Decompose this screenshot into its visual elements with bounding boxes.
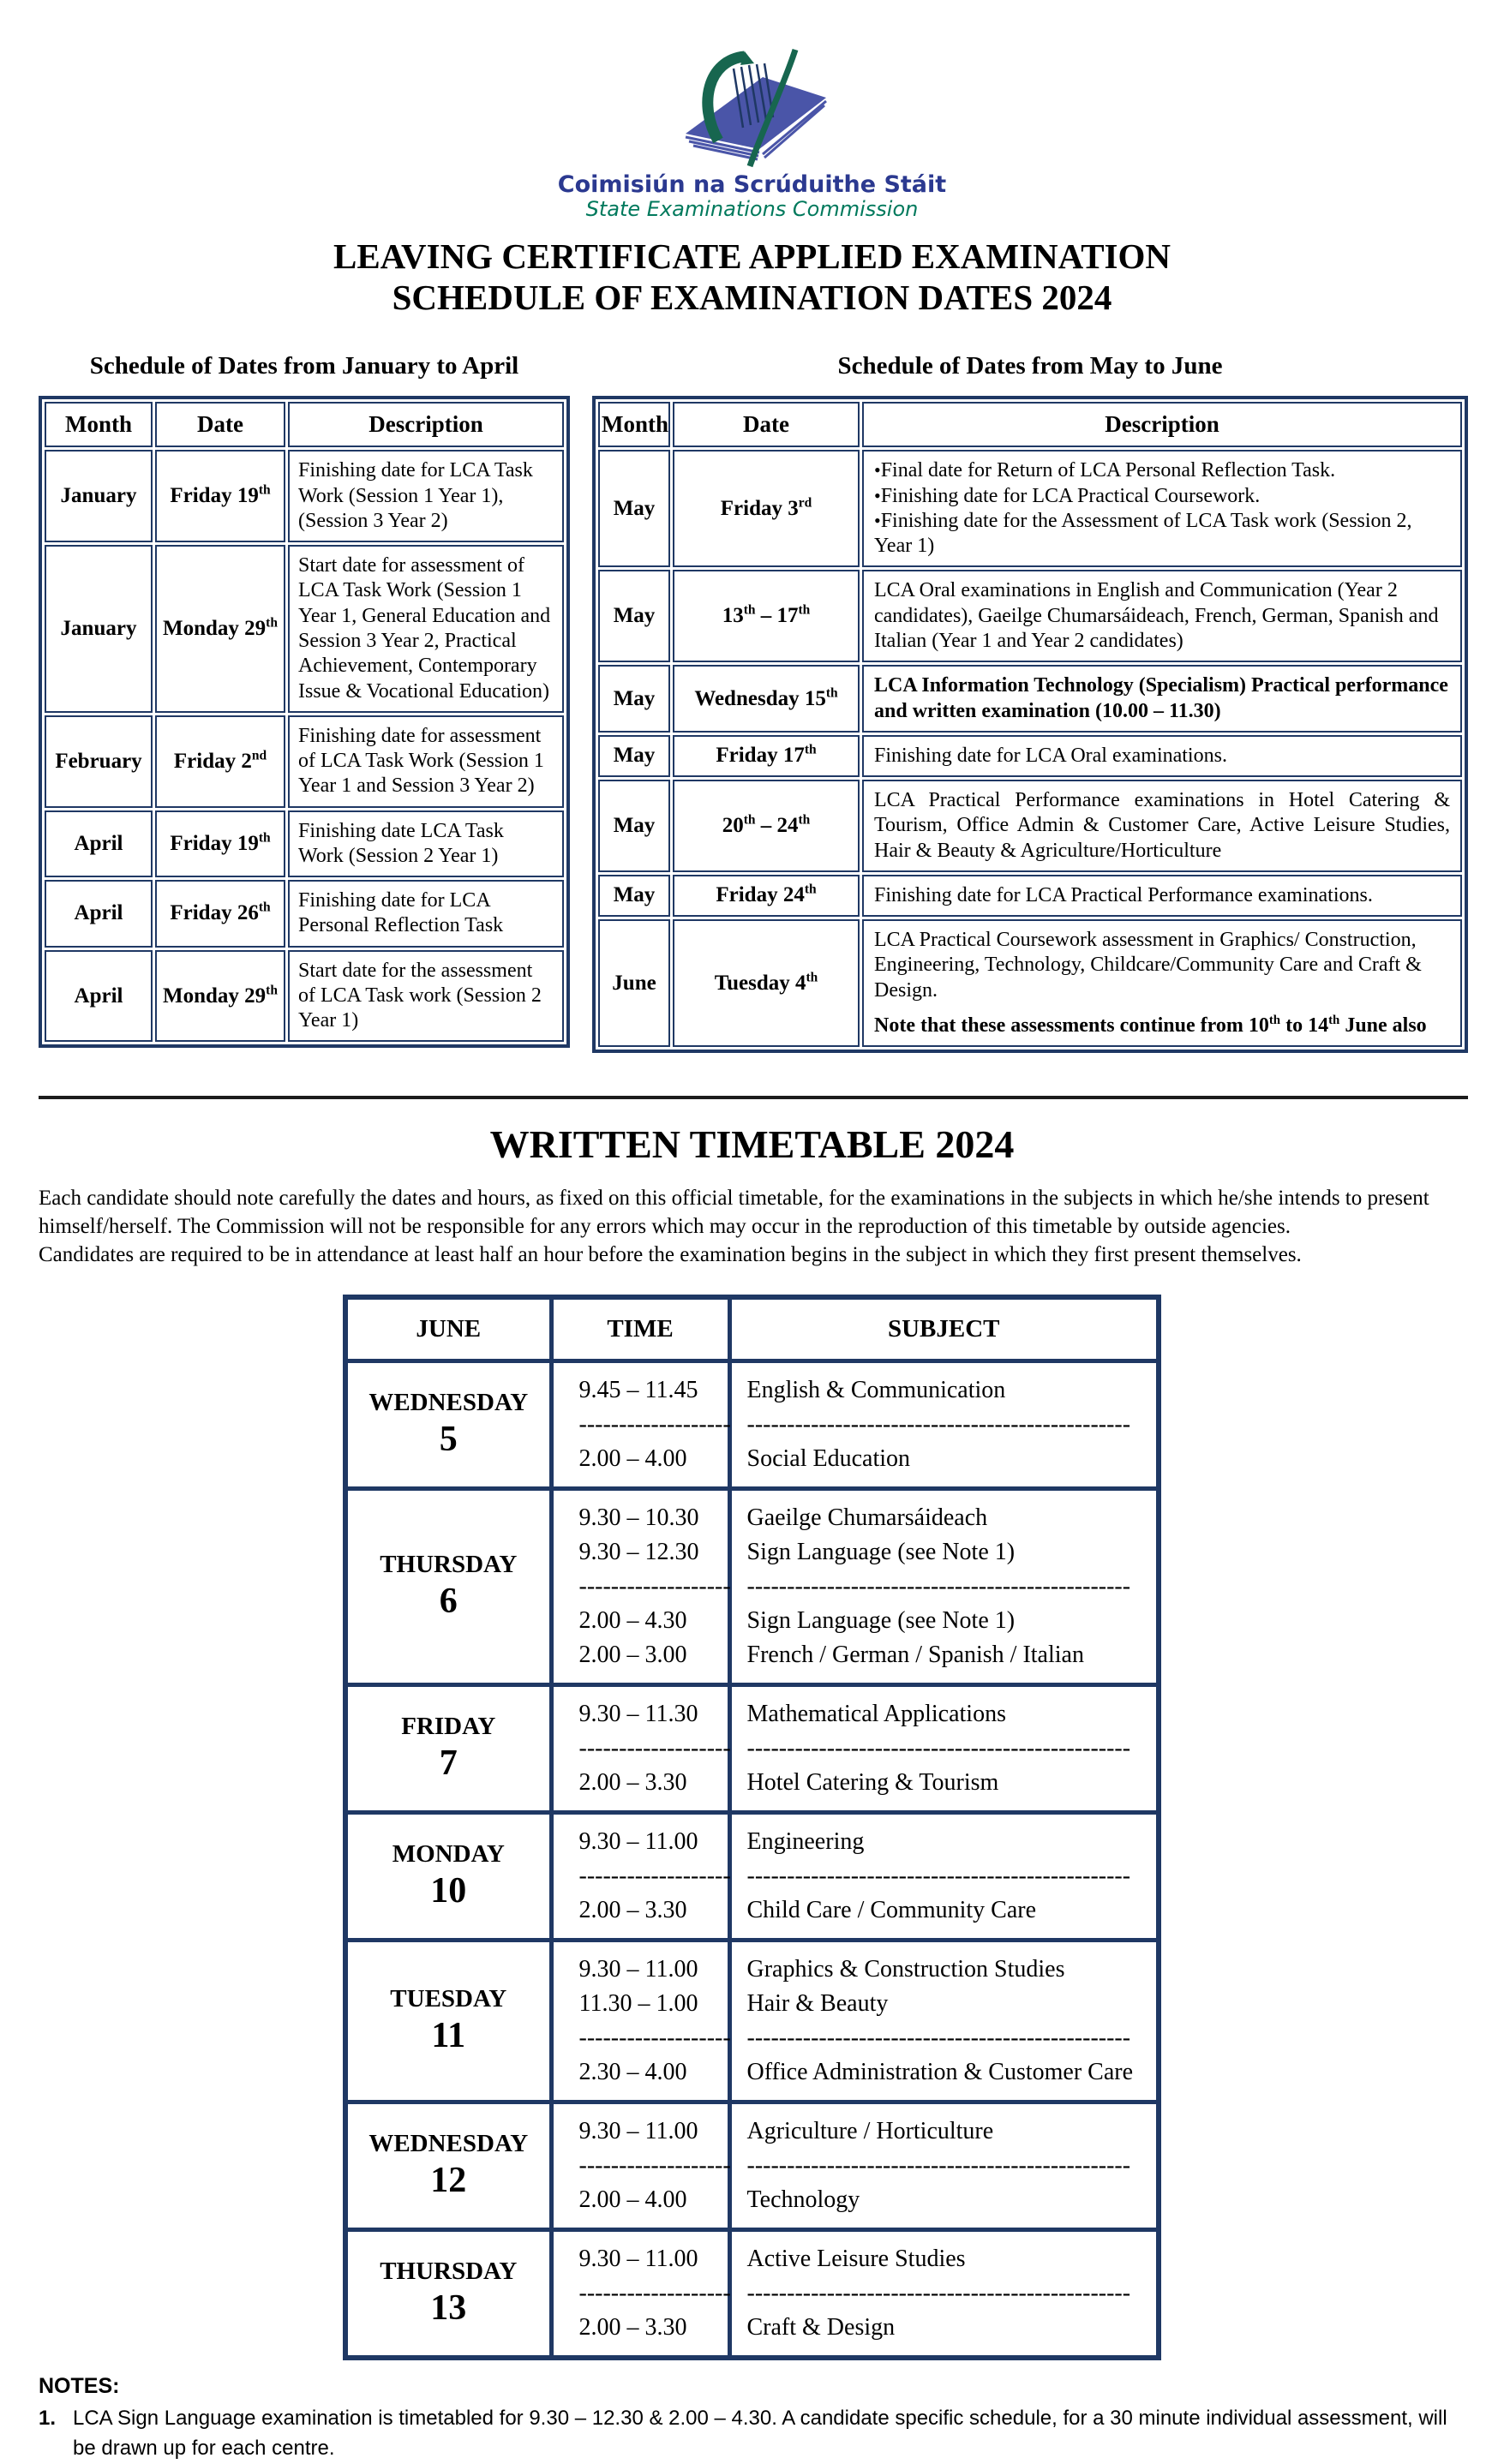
column-header-june: JUNE bbox=[345, 1297, 551, 1361]
table-row bbox=[598, 919, 1462, 1047]
subject-line: French / German / Spanish / Italian bbox=[746, 1642, 1084, 1669]
time-cell bbox=[551, 2230, 729, 2359]
description-text: •Finishing date for LCA Practical Coursework. bbox=[874, 484, 1261, 507]
day-cell bbox=[345, 2230, 551, 2359]
may-jun-schedule bbox=[592, 352, 1468, 1053]
time-line: ------------------- bbox=[578, 2152, 731, 2180]
table-row bbox=[598, 450, 1462, 567]
timetable-row bbox=[345, 1941, 1159, 2102]
written-timetable-heading: WRITTEN TIMETABLE 2024 bbox=[489, 1122, 1015, 1167]
day-name: TUESDAY bbox=[390, 1984, 507, 2012]
subject-line: ------------------------------------------------ bbox=[746, 1863, 1131, 1890]
schedule-tables-section bbox=[39, 352, 1468, 1053]
description-text: •Finishing date for the Assessment of LCA Task work (Session 2, Year 1) bbox=[874, 509, 1412, 558]
description-cell bbox=[288, 450, 564, 542]
month-cell: April bbox=[45, 810, 153, 878]
time-line: ------------------- bbox=[578, 2024, 731, 2052]
timetable-row bbox=[345, 1685, 1159, 1813]
bullet-icon: • bbox=[874, 509, 881, 531]
subject-cell bbox=[729, 1685, 1159, 1813]
month-cell: May bbox=[598, 570, 670, 662]
table-row bbox=[598, 665, 1462, 733]
subject-line: Engineering bbox=[746, 1828, 865, 1856]
may-jun-heading: Schedule of Dates from May to June bbox=[837, 352, 1223, 380]
day-name: WEDNESDAY bbox=[369, 1388, 529, 1416]
note-number: 1. bbox=[39, 2407, 57, 2431]
subject-line: Gaeilge Chumarsáideach bbox=[746, 1504, 988, 1532]
description-cell bbox=[862, 919, 1462, 1047]
day-cell bbox=[345, 2102, 551, 2230]
subject-line: Active Leisure Studies bbox=[746, 2246, 966, 2273]
subject-line: Sign Language (see Note 1) bbox=[746, 1607, 1016, 1635]
date-cell: 20th – 24th bbox=[673, 780, 860, 872]
section-divider bbox=[39, 1096, 1468, 1099]
note-text: LCA Sign Language examination is timetabled for 9.30 – 12.30 & 2.00 – 4.30. A candidate specific schedule, for a 30 minute individual assessment, will be drawn up for each centre. bbox=[73, 2407, 1447, 2460]
column-header-date: Date bbox=[155, 402, 285, 447]
column-header-description: Description bbox=[288, 402, 564, 447]
description-text: Finishing date for LCA Personal Reflection Task bbox=[298, 889, 504, 937]
time-line: 2.00 – 4.00 bbox=[578, 1445, 687, 1473]
day-cell bbox=[345, 1813, 551, 1941]
description-text: Finishing date LCA Task Work (Session 2 Year 1) bbox=[298, 819, 504, 867]
description-text: LCA Information Technology (Specialism) Practical performance and written examination (10.00 – 11.30) bbox=[874, 674, 1448, 722]
time-line: 9.30 – 11.00 bbox=[578, 2246, 698, 2273]
subject-cell bbox=[729, 2230, 1159, 2359]
table-row bbox=[45, 880, 564, 948]
month-cell: January bbox=[45, 450, 153, 542]
time-cell bbox=[551, 1489, 729, 1685]
description-text: Note that these assessments continue from 10th to 14th June also bbox=[874, 1013, 1427, 1037]
day-cell bbox=[345, 1361, 551, 1489]
description-cell bbox=[288, 880, 564, 948]
day-cell bbox=[345, 1685, 551, 1813]
month-cell: May bbox=[598, 875, 670, 917]
date-cell: Tuesday 4th bbox=[673, 919, 860, 1047]
may-jun-table bbox=[592, 396, 1468, 1053]
table-header-row bbox=[45, 402, 564, 447]
description-cell bbox=[288, 545, 564, 713]
time-cell bbox=[551, 1941, 729, 2102]
description-text: LCA Practical Performance examinations in Hotel Catering & Tourism, Office Admin & Customer Care, Active Leisure Studies, Hair & Beauty & Agriculture/Horticulture bbox=[874, 789, 1450, 862]
description-text: Start date for the assessment of LCA Task work (Session 2 Year 1) bbox=[298, 959, 542, 1032]
subject-line: Mathematical Applications bbox=[746, 1701, 1006, 1728]
subject-line: Technology bbox=[746, 2186, 860, 2214]
subject-line: Child Care / Community Care bbox=[746, 1897, 1037, 1924]
month-cell: May bbox=[598, 735, 670, 777]
jan-apr-heading: Schedule of Dates from January to April bbox=[89, 352, 519, 380]
notes-heading: NOTES: bbox=[39, 2374, 120, 2399]
day-number: 10 bbox=[430, 1871, 467, 1911]
day-cell bbox=[345, 1489, 551, 1685]
subject-line: Graphics & Construction Studies bbox=[746, 1956, 1065, 1983]
description-text: Finishing date for LCA Task Work (Session 1 Year 1), (Session 3 Year 2) bbox=[298, 459, 533, 532]
time-line: 9.30 – 11.00 bbox=[578, 1956, 698, 1983]
month-cell: May bbox=[598, 450, 670, 567]
day-name: THURSDAY bbox=[380, 2257, 518, 2285]
time-cell bbox=[551, 2102, 729, 2230]
month-cell: April bbox=[45, 950, 153, 1043]
table-row bbox=[598, 735, 1462, 777]
time-line: 9.45 – 11.45 bbox=[578, 1377, 698, 1404]
table-header-row bbox=[598, 402, 1462, 447]
logo-irish-name: Coimisiún na Scrúduithe Stáit bbox=[557, 171, 947, 198]
subject-line: Social Education bbox=[746, 1445, 911, 1473]
time-line: 2.00 – 4.30 bbox=[578, 1607, 687, 1635]
date-cell: Wednesday 15th bbox=[673, 665, 860, 733]
date-cell: Friday 24th bbox=[673, 875, 860, 917]
subject-cell bbox=[729, 1489, 1159, 1685]
state-examinations-commission-logo-icon bbox=[658, 45, 847, 171]
description-cell bbox=[288, 950, 564, 1043]
time-line: 2.00 – 3.30 bbox=[578, 1897, 687, 1924]
written-timetable bbox=[343, 1295, 1161, 2360]
bullet-icon: • bbox=[874, 459, 881, 481]
header bbox=[0, 0, 1504, 222]
subject-line: Hair & Beauty bbox=[746, 1990, 889, 2018]
column-header-time: TIME bbox=[551, 1297, 729, 1361]
description-cell bbox=[862, 735, 1462, 777]
time-line: 9.30 – 11.00 bbox=[578, 1828, 698, 1856]
description-text: Start date for assessment of LCA Task Work (Session 1 Year 1, General Education and Session 3 Year 2, Practical Achievement, Contemporary Issue & Vocational Education) bbox=[298, 554, 551, 703]
written-timetable-intro bbox=[39, 1184, 1465, 1269]
time-line: 9.30 – 11.30 bbox=[578, 1701, 698, 1728]
table-row bbox=[45, 950, 564, 1043]
date-cell: Friday 19th bbox=[155, 810, 285, 878]
description-text: LCA Practical Coursework assessment in Graphics/ Construction, Engineering, Technology, Childcare/Community Care and Craft & Design. bbox=[874, 929, 1422, 1002]
day-name: THURSDAY bbox=[380, 1550, 518, 1578]
time-line: 9.30 – 10.30 bbox=[578, 1504, 699, 1532]
subject-cell bbox=[729, 1941, 1159, 2102]
date-cell: Friday 26th bbox=[155, 880, 285, 948]
subject-line: ------------------------------------------------ bbox=[746, 2280, 1131, 2307]
note-item bbox=[39, 2404, 1465, 2464]
description-text: •Final date for Return of LCA Personal Reflection Task. bbox=[874, 459, 1336, 482]
notes-section bbox=[39, 2374, 1465, 2464]
table-row bbox=[45, 545, 564, 713]
subject-line: Sign Language (see Note 1) bbox=[746, 1539, 1016, 1566]
month-cell: June bbox=[598, 919, 670, 1047]
day-number: 12 bbox=[430, 2161, 467, 2201]
day-name: MONDAY bbox=[392, 1839, 505, 1868]
bullet-icon: • bbox=[874, 484, 881, 506]
date-cell: Friday 17th bbox=[673, 735, 860, 777]
subject-line: Office Administration & Customer Care bbox=[746, 2059, 1134, 2086]
subject-cell bbox=[729, 2102, 1159, 2230]
description-cell bbox=[862, 780, 1462, 872]
page-title-line2: SCHEDULE OF EXAMINATION DATES 2024 bbox=[392, 278, 1112, 318]
date-cell: 13th – 17th bbox=[673, 570, 860, 662]
description-text: LCA Oral examinations in English and Communication (Year 2 candidates), Gaeilge Chumarsáideach, French, German, Spanish and Italian (Year 1 and Year 2 candidates) bbox=[874, 579, 1439, 652]
column-header-subject: SUBJECT bbox=[729, 1297, 1159, 1361]
day-number: 13 bbox=[430, 2288, 467, 2329]
subject-line: Agriculture / Horticulture bbox=[746, 2118, 994, 2145]
jan-apr-table bbox=[39, 396, 570, 1048]
day-number: 5 bbox=[439, 1420, 458, 1460]
description-text: Finishing date for LCA Oral examinations. bbox=[874, 744, 1227, 767]
date-cell: Monday 29th bbox=[155, 545, 285, 713]
time-line: ------------------- bbox=[578, 1573, 731, 1600]
day-number: 11 bbox=[431, 2016, 466, 2056]
description-cell bbox=[862, 570, 1462, 662]
column-header-month: Month bbox=[598, 402, 670, 447]
timetable-row bbox=[345, 1813, 1159, 1941]
subject-line: Hotel Catering & Tourism bbox=[746, 1769, 999, 1797]
day-name: FRIDAY bbox=[401, 1712, 496, 1740]
column-header-description: Description bbox=[862, 402, 1462, 447]
time-line: 9.30 – 12.30 bbox=[578, 1539, 699, 1566]
time-line: ------------------- bbox=[578, 1863, 731, 1890]
page-title bbox=[0, 236, 1504, 319]
time-line: 2.00 – 3.30 bbox=[578, 2314, 687, 2341]
subject-line: ------------------------------------------------ bbox=[746, 1735, 1131, 1762]
time-line: 11.30 – 1.00 bbox=[578, 1990, 698, 2018]
month-cell: May bbox=[598, 665, 670, 733]
intro-paragraph: Candidates are required to be in attendance at least half an hour before the examination begins in the subject in which they first present themselves. bbox=[39, 1243, 1302, 1267]
logo-english-name: State Examinations Commission bbox=[585, 197, 919, 222]
timetable-row bbox=[345, 2102, 1159, 2230]
description-cell bbox=[288, 810, 564, 878]
timetable-row bbox=[345, 1489, 1159, 1685]
description-cell bbox=[862, 665, 1462, 733]
subject-line: Craft & Design bbox=[746, 2314, 896, 2341]
description-text: Finishing date for LCA Practical Performance examinations. bbox=[874, 883, 1373, 906]
timetable-row bbox=[345, 2230, 1159, 2359]
table-row bbox=[598, 875, 1462, 917]
page-title-line1: LEAVING CERTIFICATE APPLIED EXAMINATION bbox=[333, 236, 1171, 276]
date-cell: Friday 2nd bbox=[155, 715, 285, 808]
description-cell bbox=[862, 450, 1462, 567]
table-row bbox=[598, 570, 1462, 662]
column-header-month: Month bbox=[45, 402, 153, 447]
table-row bbox=[45, 810, 564, 878]
day-name: WEDNESDAY bbox=[369, 2129, 529, 2157]
time-line: 2.00 – 4.00 bbox=[578, 2186, 687, 2214]
table-row bbox=[45, 715, 564, 808]
month-cell: May bbox=[598, 780, 670, 872]
time-line: ------------------- bbox=[578, 1411, 731, 1438]
time-line: 2.00 – 3.30 bbox=[578, 1769, 687, 1797]
table-row bbox=[45, 450, 564, 542]
description-cell bbox=[862, 875, 1462, 917]
date-cell: Friday 19th bbox=[155, 450, 285, 542]
subject-line: ------------------------------------------------ bbox=[746, 2024, 1131, 2052]
subject-line: ------------------------------------------------ bbox=[746, 1573, 1131, 1600]
date-cell: Friday 3rd bbox=[673, 450, 860, 567]
month-cell: April bbox=[45, 880, 153, 948]
time-line: ------------------- bbox=[578, 2280, 731, 2307]
subject-line: English & Communication bbox=[746, 1377, 1006, 1404]
time-cell bbox=[551, 1813, 729, 1941]
subject-line: ------------------------------------------------ bbox=[746, 2152, 1131, 2180]
month-cell: January bbox=[45, 545, 153, 713]
day-number: 7 bbox=[439, 1743, 458, 1784]
day-cell bbox=[345, 1941, 551, 2102]
table-row bbox=[598, 780, 1462, 872]
time-cell bbox=[551, 1685, 729, 1813]
subject-line: ------------------------------------------------ bbox=[746, 1411, 1131, 1438]
time-line: 2.30 – 4.00 bbox=[578, 2059, 687, 2086]
time-line: 9.30 – 11.00 bbox=[578, 2118, 698, 2145]
timetable-header-row bbox=[345, 1297, 1159, 1361]
jan-apr-schedule bbox=[39, 352, 570, 1048]
timetable-row bbox=[345, 1361, 1159, 1489]
column-header-date: Date bbox=[673, 402, 860, 447]
day-number: 6 bbox=[439, 1582, 458, 1622]
intro-paragraph: Each candidate should note carefully the dates and hours, as fixed on this official timetable, for the examinations in the subjects in which he/she intends to present himself/herself. The Commission will not be responsible for any errors which may occur in the reproduction of this timetable by outside agencies. bbox=[39, 1187, 1429, 1239]
time-line: ------------------- bbox=[578, 1735, 731, 1762]
description-cell bbox=[288, 715, 564, 808]
time-line: 2.00 – 3.00 bbox=[578, 1642, 687, 1669]
subject-cell bbox=[729, 1361, 1159, 1489]
description-text: Finishing date for assessment of LCA Task Work (Session 1 Year 1 and Session 3 Year 2) bbox=[298, 724, 544, 798]
subject-cell bbox=[729, 1813, 1159, 1941]
date-cell: Monday 29th bbox=[155, 950, 285, 1043]
month-cell: February bbox=[45, 715, 153, 808]
time-cell bbox=[551, 1361, 729, 1489]
